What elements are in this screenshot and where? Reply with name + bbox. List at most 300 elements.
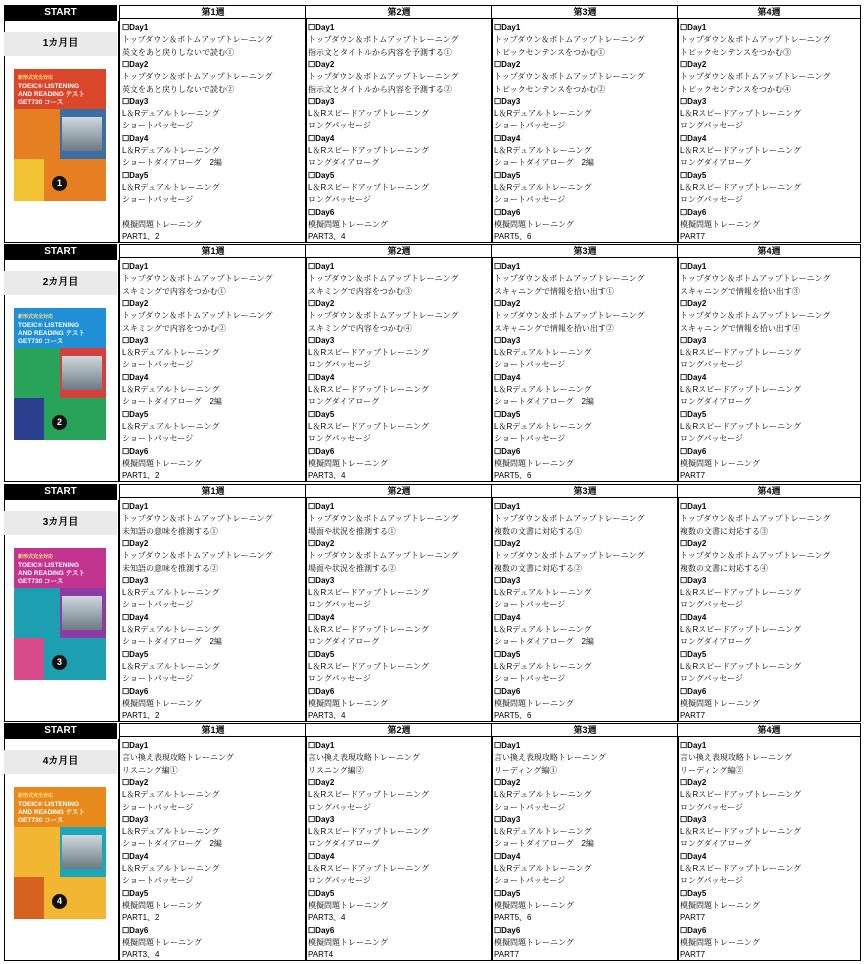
task-text: L＆Rスピードアップトレーニング: [308, 146, 429, 155]
day-checkbox-label[interactable]: ☐Day2: [122, 59, 149, 69]
day-checkbox-label[interactable]: ☐Day5: [494, 170, 521, 180]
day-checkbox-label[interactable]: ☐Day4: [680, 851, 707, 861]
task-text: L＆Rスピードアップトレーニング: [308, 625, 429, 634]
task-text: ショートパッセージ: [122, 434, 194, 444]
day-checkbox-label[interactable]: ☐Day5: [680, 170, 707, 180]
task-text: 模擬問題トレーニング: [122, 698, 202, 708]
week-header: 第1週: [119, 244, 307, 258]
task-text: ショートパッセージ: [122, 360, 194, 370]
day-checkbox-label[interactable]: ☐Day6: [680, 686, 707, 696]
task-text: L＆Rスピードアップトレーニング: [680, 625, 801, 634]
day-checkbox-label[interactable]: ☐Day3: [308, 575, 335, 585]
month-label: 4カ月目: [4, 750, 117, 774]
task-text: PART3、4: [122, 950, 160, 960]
task-text: L＆Rスピードアップトレーニング: [680, 146, 801, 155]
task-text: ショートパッセージ: [494, 600, 566, 610]
task-text: L＆Rスピードアップトレーニング: [308, 348, 429, 358]
day-checkbox-label[interactable]: ☐Day4: [308, 133, 335, 143]
day-checkbox-label[interactable]: ☐Day1: [308, 502, 335, 511]
task-text: L＆Rスピードアップトレーニング: [308, 661, 429, 671]
day-checkbox-label[interactable]: ☐Day2: [122, 298, 149, 308]
task-text: ロングダイアローグ: [680, 839, 752, 849]
task-text: ショートパッセージ: [494, 121, 566, 131]
day-checkbox-label[interactable]: ☐Day3: [680, 335, 707, 345]
cover-photo: [62, 356, 102, 390]
week-header: 第1週: [119, 5, 307, 19]
day-checkbox-label[interactable]: ☐Day2: [494, 59, 521, 69]
task-text: PART3、4: [308, 711, 346, 721]
day-checkbox-label[interactable]: ☐Day3: [308, 335, 335, 345]
task-text: L＆Rデュアルトレーニング: [122, 827, 220, 837]
day-checkbox-label[interactable]: ☐Day6: [494, 925, 521, 935]
task-text: PART1、2: [122, 913, 160, 923]
day-checkbox-label[interactable]: ☐Day4: [122, 372, 149, 382]
task-text: トップダウン＆ボトムアップトレーニング: [308, 551, 459, 561]
task-text: スキャニングで情報を拾い出す①: [494, 286, 614, 296]
cover-title-line: GET730 コース: [18, 338, 64, 345]
task-text: スキミングで内容をつかむ③: [308, 286, 412, 296]
task-text: ショートパッセージ: [494, 876, 566, 886]
day-checkbox-label[interactable]: ☐Day2: [308, 298, 335, 308]
cover-badge: 新形式完全対応: [18, 314, 54, 320]
task-text: PART1、2: [122, 711, 160, 721]
cover-title-line: TOEIC® LISTENING: [18, 83, 80, 90]
day-checkbox-label[interactable]: ☐Day6: [122, 446, 149, 456]
task-text: 未知語の意味を推測する①: [122, 526, 218, 536]
cover-volume-number: 2: [52, 415, 67, 430]
start-label: START: [4, 5, 117, 21]
book-cover-image: [14, 548, 106, 680]
week-cell: [677, 497, 861, 722]
task-text: トピックセンテンスをつかむ③: [680, 47, 792, 57]
day-checkbox-label[interactable]: ☐Day4: [494, 612, 521, 622]
day-checkbox-label[interactable]: ☐Day6: [494, 446, 521, 456]
day-checkbox-label[interactable]: ☐Day6: [122, 686, 149, 696]
day-checkbox-label[interactable]: ☐Day4: [680, 372, 707, 382]
task-text: スキャニングで情報を拾い出す③: [680, 286, 800, 296]
cover-title-line: AND READING テスト: [18, 570, 85, 577]
day-checkbox-label[interactable]: ☐Day3: [494, 575, 521, 585]
task-text: L＆Rスピードアップトレーニング: [680, 661, 801, 671]
task-text: トップダウン＆ボトムアップトレーニング: [494, 72, 645, 82]
week-cell: [677, 18, 861, 243]
task-text: L＆Rスピードアップトレーニング: [308, 588, 429, 598]
task-text: L＆Rスピードアップトレーニング: [308, 421, 429, 431]
cover-title-line: AND READING テスト: [18, 809, 85, 816]
task-text: 模擬問題トレーニング: [494, 937, 574, 947]
week-header: 第4週: [677, 484, 861, 498]
task-text: 模擬問題トレーニング: [308, 219, 388, 229]
cover-title-line: GET730 コース: [18, 99, 64, 106]
day-checkbox-label[interactable]: ☐Day4: [308, 372, 335, 382]
task-text: ロングダイアローグ: [680, 397, 752, 407]
task-text: L＆Rデュアルトレーニング: [122, 864, 220, 873]
start-label: START: [4, 244, 117, 260]
day-checkbox-label[interactable]: ☐Day5: [308, 170, 335, 180]
month-label: 3カ月目: [4, 511, 117, 535]
task-text: L＆Rデュアルトレーニング: [122, 182, 220, 192]
day-checkbox-label[interactable]: ☐Day3: [122, 335, 149, 345]
task-text: L＆Rデュアルトレーニング: [494, 182, 592, 192]
task-text: ロングダイアローグ: [680, 158, 752, 168]
week-header: 第2週: [305, 5, 493, 19]
task-text: トップダウン＆ボトムアップトレーニング: [122, 72, 273, 82]
day-checkbox-label[interactable]: ☐Day1: [494, 502, 521, 511]
task-text: ロングパッセージ: [680, 360, 743, 370]
day-checkbox-label[interactable]: ☐Day6: [494, 207, 521, 217]
task-text: ショートパッセージ: [122, 876, 194, 886]
task-text: 模擬問題トレーニング: [308, 458, 388, 468]
task-text: ロングパッセージ: [308, 195, 371, 205]
day-checkbox-label[interactable]: ☐Day1: [122, 741, 149, 750]
day-checkbox-label[interactable]: ☐Day4: [122, 851, 149, 861]
task-text: トピックセンテンスをつかむ①: [494, 47, 606, 57]
task-text: PART1、2: [122, 232, 160, 242]
task-text: ロングパッセージ: [308, 876, 371, 886]
task-text: トップダウン＆ボトムアップトレーニング: [308, 72, 459, 82]
day-checkbox-label[interactable]: ☐Day5: [680, 409, 707, 419]
day-checkbox-label[interactable]: ☐Day2: [308, 538, 335, 548]
task-text: PART7: [680, 711, 706, 721]
day-checkbox-label[interactable]: ☐Day2: [308, 59, 335, 69]
task-text: 模擬問題トレーニング: [308, 937, 388, 947]
task-text: L＆Rデュアルトレーニング: [494, 109, 592, 119]
day-checkbox-label[interactable]: ☐Day1: [680, 262, 707, 271]
day-checkbox-label[interactable]: ☐Day5: [122, 888, 149, 898]
task-text: ロングダイアローグ: [308, 158, 380, 168]
task-text: L＆Rデュアルトレーニング: [494, 790, 592, 800]
cover-volume-number: 3: [52, 655, 67, 670]
task-text: トップダウン＆ボトムアップトレーニング: [680, 72, 831, 82]
day-checkbox-label[interactable]: ☐Day5: [122, 649, 149, 659]
week-header: 第3週: [491, 484, 679, 498]
task-text: スキャニングで情報を拾い出す②: [494, 323, 614, 333]
week-header: 第1週: [119, 723, 307, 737]
task-text: L＆Rスピードアップトレーニング: [308, 182, 429, 192]
task-text: L＆Rデュアルトレーニング: [494, 864, 592, 873]
task-text: L＆Rデュアルトレーニング: [122, 625, 220, 634]
task-text: PART1、2: [122, 471, 160, 481]
cover-color-block: [14, 109, 60, 159]
task-text: ロングパッセージ: [680, 802, 743, 812]
task-text: 言い換え表現攻略トレーニング: [680, 753, 792, 763]
task-text: L＆Rスピードアップトレーニング: [680, 421, 801, 431]
task-text: トップダウン＆ボトムアップトレーニング: [122, 551, 273, 561]
cover-badge: 新形式完全対応: [18, 793, 54, 799]
task-text: PART7: [680, 950, 706, 960]
task-text: ロングパッセージ: [308, 674, 371, 684]
task-text: 指示文とタイトルから内容を予測する①: [308, 47, 452, 57]
start-label: START: [4, 484, 117, 500]
task-text: L＆Rスピードアップトレーニング: [680, 182, 801, 192]
start-label: START: [4, 723, 117, 739]
task-text: 英文をあと戻りしないで読む②: [122, 84, 234, 94]
task-text: ロングパッセージ: [680, 121, 743, 131]
task-text: トピックセンテンスをつかむ④: [680, 84, 792, 94]
day-checkbox-label[interactable]: ☐Day1: [680, 502, 707, 511]
day-checkbox-label[interactable]: ☐Day5: [494, 409, 521, 419]
day-checkbox-label[interactable]: ☐Day4: [494, 133, 521, 143]
task-text: L＆Rデュアルトレーニング: [122, 588, 220, 598]
cover-badge: 新形式完全対応: [18, 75, 54, 81]
week-cell: [305, 736, 493, 961]
day-checkbox-label[interactable]: ☐Day1: [680, 23, 707, 32]
day-checkbox-label[interactable]: ☐Day2: [494, 777, 521, 787]
day-checkbox-label[interactable]: ☐Day2: [308, 777, 335, 787]
task-text: 複数の文書に対応する④: [680, 563, 768, 573]
task-text: トップダウン＆ボトムアップトレーニング: [494, 35, 645, 45]
task-text: L＆Rデュアルトレーニング: [122, 661, 220, 671]
task-text: L＆Rスピードアップトレーニング: [680, 588, 801, 598]
day-checkbox-label[interactable]: ☐Day6: [680, 207, 707, 217]
task-text: 模擬問題トレーニング: [494, 698, 574, 708]
cover-title-line: TOEIC® LISTENING: [18, 801, 80, 808]
week-cell: [491, 18, 679, 243]
task-text: ロングダイアローグ: [308, 637, 380, 647]
task-text: 指示文とタイトルから内容を予測する②: [308, 84, 452, 94]
task-text: 模擬問題トレーニング: [494, 219, 574, 229]
cover-title-line: GET730 コース: [18, 578, 64, 585]
task-text: トップダウン＆ボトムアップトレーニング: [122, 514, 273, 524]
day-checkbox-label[interactable]: ☐Day4: [308, 612, 335, 622]
week-cell: [305, 497, 493, 722]
task-text: トップダウン＆ボトムアップトレーニング: [680, 35, 831, 45]
day-checkbox-label[interactable]: ☐Day1: [494, 741, 521, 750]
day-checkbox-label[interactable]: ☐Day5: [122, 409, 149, 419]
week-cell: [677, 736, 861, 961]
day-checkbox-label[interactable]: ☐Day3: [680, 814, 707, 824]
task-text: トップダウン＆ボトムアップトレーニング: [308, 311, 459, 321]
week-cell: [305, 257, 493, 482]
month-block: [4, 5, 861, 243]
day-checkbox-label[interactable]: ☐Day3: [122, 96, 149, 106]
task-text: 模擬問題トレーニング: [122, 219, 202, 229]
day-checkbox-label[interactable]: ☐Day2: [680, 298, 707, 308]
day-checkbox-label[interactable]: ☐Day4: [680, 133, 707, 143]
task-text: L＆Rスピードアップトレーニング: [308, 385, 429, 394]
task-text: トップダウン＆ボトムアップトレーニング: [122, 311, 273, 321]
task-text: PART3、4: [308, 232, 346, 242]
day-checkbox-label[interactable]: ☐Day5: [308, 888, 335, 898]
day-checkbox-label[interactable]: ☐Day4: [122, 133, 149, 143]
day-checkbox-label[interactable]: ☐Day5: [122, 170, 149, 180]
task-text: L＆Rスピードアップトレーニング: [308, 790, 429, 800]
month-block: [4, 723, 861, 961]
task-text: 模擬問題トレーニング: [680, 937, 760, 947]
task-text: リーディング編①: [494, 765, 558, 775]
day-checkbox-label[interactable]: ☐Day4: [494, 851, 521, 861]
day-checkbox-label[interactable]: ☐Day6: [494, 686, 521, 696]
day-checkbox-label[interactable]: ☐Day6: [680, 446, 707, 456]
week-cell: [491, 497, 679, 722]
task-text: PART5、6: [494, 471, 532, 481]
day-checkbox-label[interactable]: ☐Day5: [308, 649, 335, 659]
task-text: ロングパッセージ: [308, 121, 371, 131]
day-checkbox-label[interactable]: ☐Day2: [680, 59, 707, 69]
task-text: スキミングで内容をつかむ①: [122, 286, 226, 296]
task-text: ショートダイアローグ 2編: [494, 839, 594, 849]
task-text: L＆Rスピードアップトレーニング: [680, 385, 801, 394]
task-text: 模擬問題トレーニング: [494, 900, 574, 910]
task-text: ショートダイアローグ 2編: [122, 839, 222, 849]
task-text: 模擬問題トレーニング: [308, 900, 388, 910]
task-text: ロングパッセージ: [308, 360, 371, 370]
day-checkbox-label[interactable]: ☐Day2: [122, 777, 149, 787]
day-checkbox-label[interactable]: ☐Day6: [308, 925, 335, 935]
day-checkbox-label[interactable]: ☐Day5: [680, 888, 707, 898]
day-checkbox-label[interactable]: ☐Day1: [122, 23, 149, 32]
day-checkbox-label[interactable]: ☐Day1: [122, 502, 149, 511]
task-text: トップダウン＆ボトムアップトレーニング: [122, 274, 273, 284]
task-text: PART7: [680, 913, 706, 923]
cover-volume-number: 1: [52, 176, 67, 191]
task-text: ショートパッセージ: [122, 802, 194, 812]
day-checkbox-label[interactable]: ☐Day3: [680, 575, 707, 585]
task-text: ショートパッセージ: [494, 434, 566, 444]
day-checkbox-label[interactable]: ☐Day5: [308, 409, 335, 419]
week-cell: [677, 257, 861, 482]
task-text: ショートパッセージ: [122, 121, 194, 131]
day-checkbox-label[interactable]: ☐Day2: [494, 538, 521, 548]
day-checkbox-label[interactable]: ☐Day2: [680, 538, 707, 548]
week-cell: [119, 736, 307, 961]
day-checkbox-label[interactable]: ☐Day2: [494, 298, 521, 308]
day-checkbox-label[interactable]: ☐Day3: [680, 96, 707, 106]
cover-title-line: GET730 コース: [18, 817, 64, 824]
day-checkbox-label[interactable]: ☐Day6: [308, 686, 335, 696]
task-text: ロングパッセージ: [308, 802, 371, 812]
task-text: 模擬問題トレーニング: [308, 698, 388, 708]
week-cell: [305, 18, 493, 243]
day-checkbox-label[interactable]: ☐Day4: [494, 372, 521, 382]
task-text: 言い換え表現攻略トレーニング: [494, 753, 606, 763]
day-checkbox-label[interactable]: ☐Day5: [680, 649, 707, 659]
day-checkbox-label[interactable]: ☐Day4: [122, 612, 149, 622]
day-checkbox-label[interactable]: ☐Day3: [494, 814, 521, 824]
day-checkbox-label[interactable]: ☐Day2: [680, 777, 707, 787]
week-cell: [491, 257, 679, 482]
task-text: ショートパッセージ: [122, 195, 194, 205]
task-text: ロングパッセージ: [680, 195, 743, 205]
task-text: 模擬問題トレーニング: [494, 458, 574, 468]
day-checkbox-label[interactable]: ☐Day1: [494, 262, 521, 271]
task-text: ショートパッセージ: [494, 802, 566, 812]
day-checkbox-label[interactable]: ☐Day1: [680, 741, 707, 750]
day-checkbox-label[interactable]: ☐Day1: [308, 23, 335, 32]
task-text: PART5、6: [494, 711, 532, 721]
cover-photo: [62, 835, 102, 869]
task-text: 模擬問題トレーニング: [680, 219, 760, 229]
task-text: L＆Rスピードアップトレーニング: [680, 864, 801, 873]
task-text: ショートパッセージ: [122, 674, 194, 684]
day-checkbox-label[interactable]: ☐Day5: [494, 649, 521, 659]
task-text: ロングパッセージ: [680, 434, 743, 444]
week-cell: [491, 736, 679, 961]
cover-title-line: AND READING テスト: [18, 330, 85, 337]
task-text: ロングパッセージ: [680, 876, 743, 886]
task-text: スキャニングで情報を拾い出す④: [680, 323, 800, 333]
day-checkbox-label[interactable]: ☐Day6: [122, 925, 149, 935]
day-checkbox-label[interactable]: ☐Day3: [494, 96, 521, 106]
task-text: トップダウン＆ボトムアップトレーニング: [494, 514, 645, 524]
task-text: 模擬問題トレーニング: [680, 698, 760, 708]
task-text: L＆Rスピードアップトレーニング: [308, 827, 429, 837]
task-text: 言い換え表現攻略トレーニング: [122, 753, 234, 763]
cover-color-block: [14, 159, 44, 201]
day-checkbox-label[interactable]: ☐Day3: [308, 96, 335, 106]
task-text: L＆Rデュアルトレーニング: [122, 421, 220, 431]
month-label: 2カ月目: [4, 271, 117, 295]
day-checkbox-label[interactable]: ☐Day6: [680, 925, 707, 935]
task-text: トップダウン＆ボトムアップトレーニング: [680, 311, 831, 321]
day-checkbox-label[interactable]: ☐Day1: [122, 262, 149, 271]
day-checkbox-label[interactable]: ☐Day3: [494, 335, 521, 345]
task-text: L＆Rデュアルトレーニング: [494, 146, 592, 155]
task-text: 言い換え表現攻略トレーニング: [308, 753, 420, 763]
task-text: PART7: [680, 471, 706, 481]
day-checkbox-label[interactable]: ☐Day4: [680, 612, 707, 622]
day-checkbox-label[interactable]: ☐Day3: [122, 814, 149, 824]
task-text: PART5、6: [494, 913, 532, 923]
week-header: 第4週: [677, 244, 861, 258]
month-label: 1カ月目: [4, 32, 117, 56]
task-text: L＆Rスピードアップトレーニング: [680, 790, 801, 800]
day-checkbox-label[interactable]: ☐Day1: [308, 262, 335, 271]
day-checkbox-label[interactable]: ☐Day1: [494, 23, 521, 32]
task-text: ショートダイアローグ 2編: [494, 397, 594, 407]
task-text: リスニング編②: [308, 765, 364, 775]
cover-title-line: AND READING テスト: [18, 91, 85, 98]
day-checkbox-label[interactable]: ☐Day4: [308, 851, 335, 861]
task-text: 模擬問題トレーニング: [680, 900, 760, 910]
task-text: PART7: [680, 232, 706, 242]
task-text: トップダウン＆ボトムアップトレーニング: [680, 514, 831, 524]
task-text: ショートダイアローグ 2編: [122, 397, 222, 407]
task-text: ロングパッセージ: [308, 600, 371, 610]
task-text: ショートダイアローグ 2編: [494, 637, 594, 647]
task-text: ロングダイアローグ: [308, 397, 380, 407]
cover-color-block: [14, 588, 60, 638]
day-checkbox-label[interactable]: ☐Day6: [308, 446, 335, 456]
day-checkbox-label[interactable]: ☐Day6: [308, 207, 335, 217]
task-text: スキミングで内容をつかむ②: [122, 323, 226, 333]
day-checkbox-label[interactable]: ☐Day3: [308, 814, 335, 824]
task-text: トップダウン＆ボトムアップトレーニング: [308, 514, 459, 524]
task-text: 模擬問題トレーニング: [122, 458, 202, 468]
cover-title-line: TOEIC® LISTENING: [18, 562, 80, 569]
task-text: L＆Rスピードアップトレーニング: [680, 827, 801, 837]
task-text: ショートパッセージ: [494, 195, 566, 205]
day-checkbox-label[interactable]: ☐Day1: [308, 741, 335, 750]
task-text: L＆Rスピードアップトレーニング: [308, 864, 429, 873]
task-text: L＆Rデュアルトレーニング: [122, 146, 220, 155]
task-text: 未知語の意味を推測する②: [122, 563, 218, 573]
day-checkbox-label[interactable]: ☐Day5: [494, 888, 521, 898]
task-text: ロングダイアローグ: [680, 637, 752, 647]
task-text: トピックセンテンスをつかむ②: [494, 84, 606, 94]
task-text: トップダウン＆ボトムアップトレーニング: [680, 551, 831, 561]
task-text: 複数の文書に対応する③: [680, 526, 768, 536]
task-text: L＆Rデュアルトレーニング: [122, 385, 220, 394]
day-checkbox-label[interactable]: ☐Day3: [122, 575, 149, 585]
week-header: 第2週: [305, 723, 493, 737]
task-text: PART7: [494, 950, 520, 960]
day-checkbox-label[interactable]: ☐Day2: [122, 538, 149, 548]
week-header: 第3週: [491, 5, 679, 19]
cover-volume-number: 4: [52, 894, 67, 909]
task-text: ショートダイアローグ 2編: [122, 158, 222, 168]
cover-color-block: [14, 638, 44, 680]
